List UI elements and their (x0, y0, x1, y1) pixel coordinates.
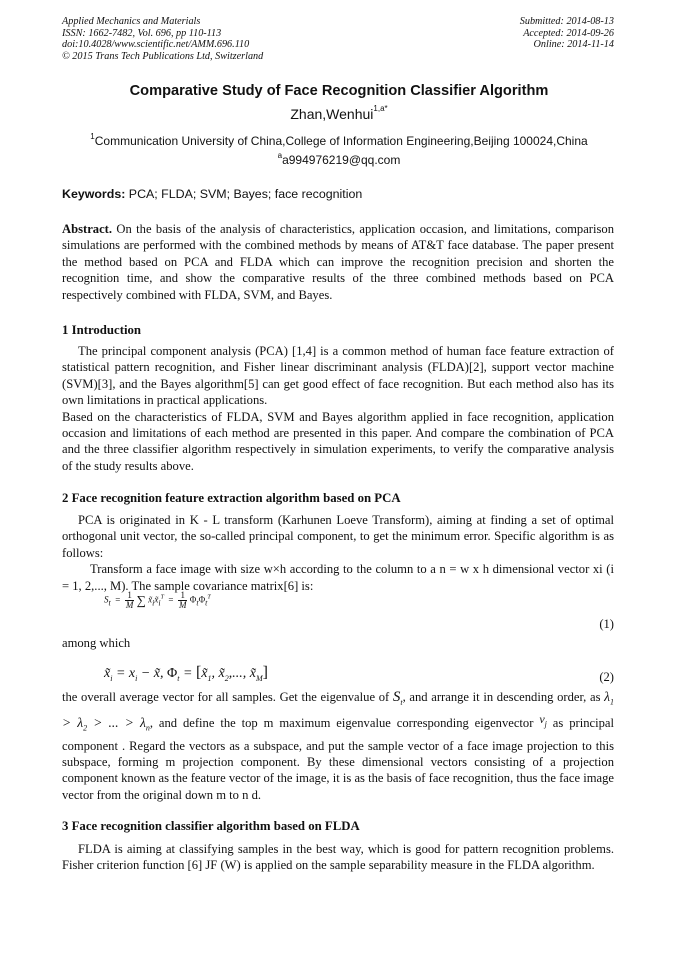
section-2-heading: 2 Face recognition feature extraction algorithm based on PCA (62, 491, 401, 505)
affiliation-line (0, 134, 678, 148)
journal-info (62, 16, 263, 62)
pca-text-d: as principal component . Regard the vectors as a subspace, and put the sample vector of a face image projection to this subspace, forming m projection component. By these dimensional vectors consisting of a projection component known as the feature vector of the image, it is as the basis of face recognition, thus the face image vector from the original down m to n d. (62, 716, 614, 802)
pca-paragraph-3 (62, 689, 614, 803)
affiliation-text: Communication University of China,College of Information Engineering,Beijing 100024,China (94, 134, 588, 148)
paper-title: Comparative Study of Face Recognition Classifier Algorithm (129, 83, 549, 99)
pca-text-a: the overall average vector for all samples. Get the eigenvalue of (62, 690, 393, 704)
flda-paragraph-1: FLDA is aiming at classifying samples in the best way, which is good for pattern recognition problems. Fisher criterion function [6] JF (W) is applied on the sample separability measure in the FLDA algorithm. (62, 842, 614, 873)
section-2-body (62, 512, 614, 594)
submitted-date: Submitted: 2014-08-13 (519, 16, 614, 27)
symbol-vj: $v_j$ (539, 712, 547, 729)
journal-copyright: © 2015 Trans Tech Publications Ltd, Switzerland (62, 50, 264, 62)
equation-2: $x̃_i = x_i$ − x̃, $\Phi_t$ = [$x̃_1$, $x̃_2$,..., $x̃_M$] (104, 664, 268, 683)
author-name: Zhan,Wenhui (290, 106, 374, 122)
email-text: a994976219@qq.com (282, 153, 401, 167)
author-line (0, 106, 678, 122)
abstract-text: On the basis of the analysis of characteristics, application occasion, and limitations, comparison simulations are performed with the combined methods by means of AT&T face database. The paper present the method based on PCA and FLDA which can improve the recognition precision and shorten the recognition time, and show the comparative results of the three combined methods based on PCA respectively combined with FLDA, SVM, and Bayes. (62, 222, 614, 302)
abstract (62, 221, 614, 303)
online-date: Online: 2014-11-14 (533, 39, 614, 51)
symbol-st: $S_t$ (392, 689, 403, 707)
accepted-date: Accepted: 2014-09-26 (523, 27, 614, 39)
symbol-lambda-order: $\lambda_1 > \lambda_2$ > ... > $\lambda_n$ (62, 689, 614, 734)
keywords-label: Keywords: (62, 187, 126, 201)
section-3-heading: 3 Face recognition classifier algorithm based on FLDA (62, 819, 360, 833)
section-2-body-cont (62, 689, 614, 803)
section-1-heading: 1 Introduction (62, 323, 142, 337)
equation-1: St = $\frac{1}{M}$ ∑ $x̃ix̃i^T$ = $\frac{1}{M}$ ΦtΦt$^T$ (104, 590, 211, 610)
keywords-text: PCA; FLDA; SVM; Bayes; face recognition (125, 187, 363, 201)
pca-paragraph-1: PCA is originated in K - L transform (Karhunen Loeve Transform), aiming at finding a set of optimal orthogonal unit vector, the so-called principal component, to get the minimum error. Specific algorithm is as follows: (62, 513, 614, 560)
equation-2-number: (2) (599, 670, 614, 684)
among-which: among which (62, 636, 131, 650)
email-line (0, 153, 678, 167)
journal-doi: doi:10.4028/www.scientific.net/AMM.696.110 (62, 39, 250, 51)
section-3-body (62, 841, 614, 874)
affiliation-sup: 1 (90, 132, 95, 141)
intro-paragraph-1: The principal component analysis (PCA) [1,4] is a common method of human face feature extraction of statistical pattern recognition, and Fisher linear discriminant analysis (FLDA)[2], support vector machine (SVM)[3], and the Bayes algorithm[5] can get good effect of face recognition. But each method also has its own limitations in practical applications. (62, 344, 614, 408)
equation-1-number: (1) (599, 617, 614, 631)
email-sup: a (277, 151, 283, 160)
submission-dates (520, 16, 614, 51)
journal-issn: ISSN: 1662-7482, Vol. 696, pp 110-113 (62, 27, 222, 39)
journal-name: Applied Mechanics and Materials (62, 16, 201, 27)
pca-text-b: , and arrange it in descending order, as (402, 690, 605, 704)
abstract-label: Abstract. (62, 222, 113, 236)
intro-paragraph-2: Based on the characteristics of FLDA, SVM and Bayes algorithm applied in face recognition, application occasion and limitations of each method are presented in this paper. And compare the combination of PCA and the three classifier algorithm respectively in simulation experiments, to verify the comparative analysis of the study results above. (62, 409, 614, 473)
section-1-body (62, 343, 614, 474)
keywords (62, 187, 614, 201)
pca-paragraph-2: Transform a face image with size w×h according to the column to a n = w x h dimensional vector xi (i = 1, 2,..., M). The sample covariance matrix[6] is: (62, 562, 614, 593)
author-sup: 1,a* (373, 104, 388, 113)
pca-text-c: , and define the top m maximum eigenvalue corresponding eigenvector (149, 716, 540, 731)
